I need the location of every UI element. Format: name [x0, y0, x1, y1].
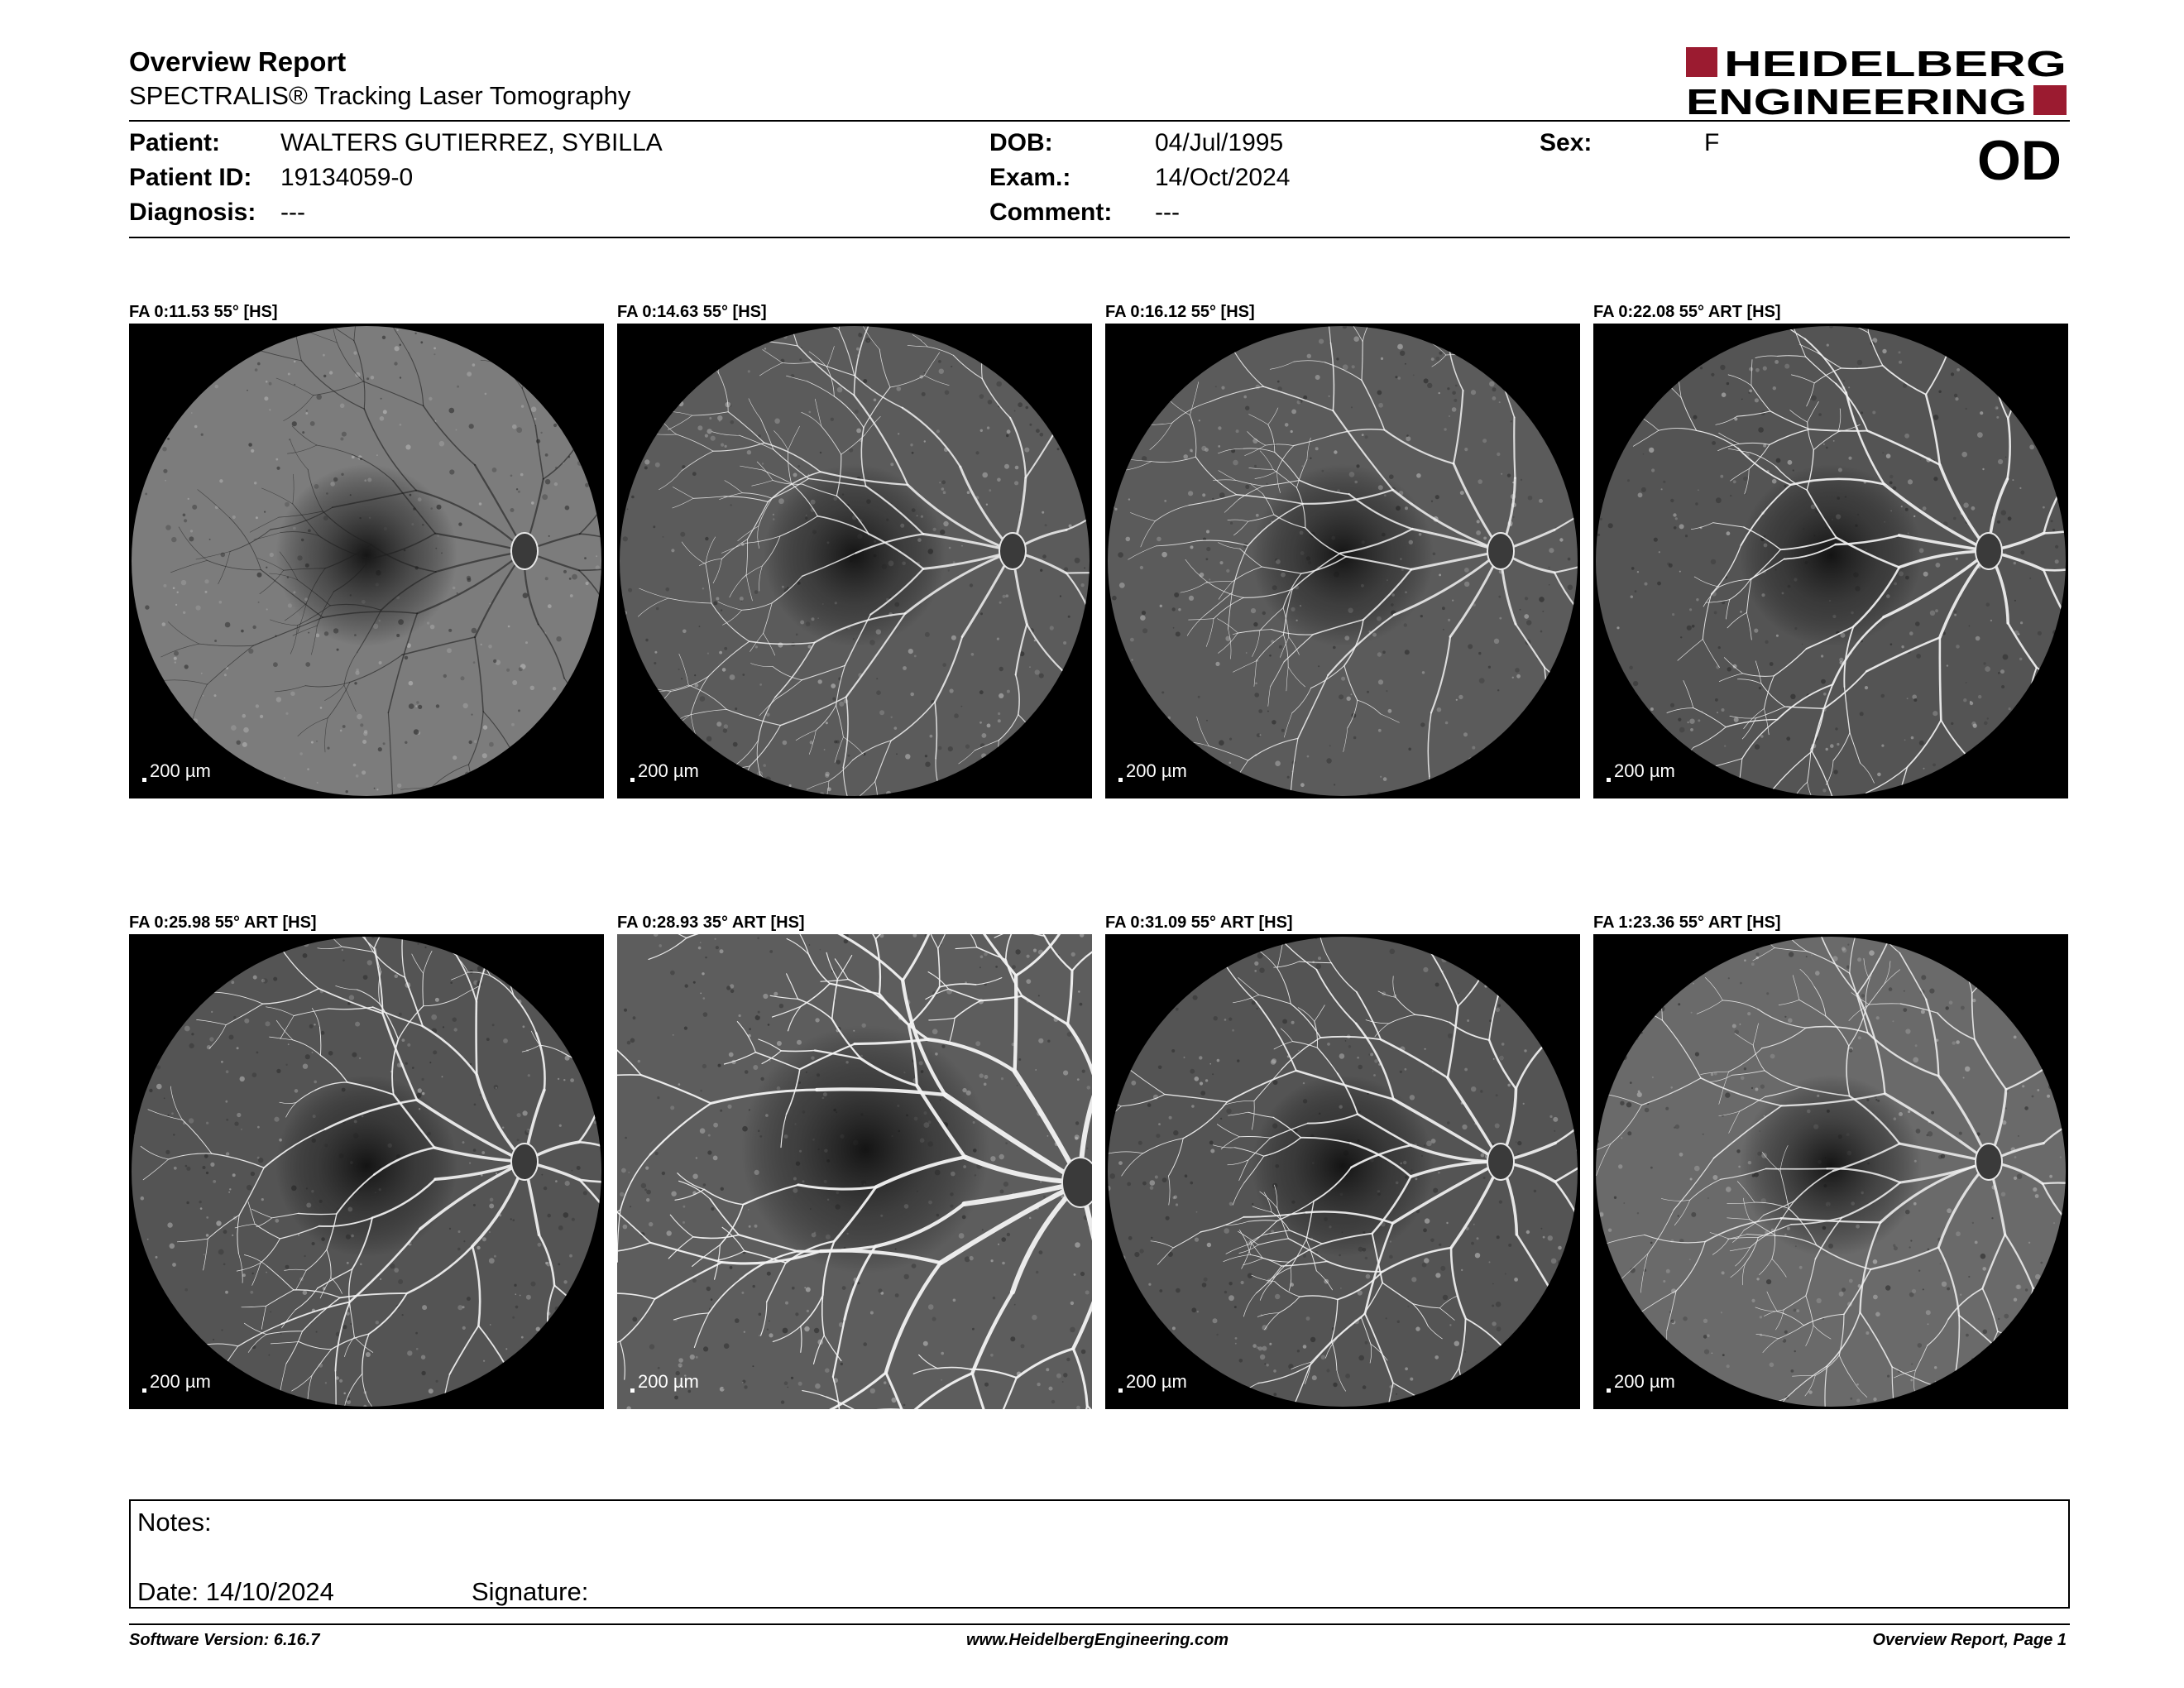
comment-value: ---: [1155, 199, 1180, 226]
image-caption: FA 0:31.09 55° ART [HS]: [1105, 914, 1293, 932]
angiogram-image[interactable]: [1593, 324, 2068, 798]
fundus-illustration: [617, 324, 1092, 798]
diagnosis-label: Diagnosis:: [129, 199, 256, 226]
patient-label: Patient:: [129, 129, 221, 156]
fundus-illustration: [1593, 324, 2068, 798]
notes-box[interactable]: [129, 1499, 2070, 1609]
scale-bar: [1118, 760, 1187, 782]
eye-laterality: OD: [1977, 129, 2062, 192]
scale-bar: [142, 1371, 211, 1393]
report-title: Overview Report: [129, 46, 347, 77]
image-caption: FA 0:22.08 55° ART [HS]: [1593, 303, 1781, 321]
scale-bar-label: 200 µm: [1614, 760, 1675, 781]
fundus-illustration: [617, 934, 1092, 1409]
fundus-illustration: [1593, 934, 2068, 1409]
report-subtitle: SPECTRALIS® Tracking Laser Tomography: [129, 81, 631, 110]
patient-name: WALTERS GUTIERREZ, SYBILLA: [280, 129, 663, 156]
page-indicator: Overview Report, Page 1: [1872, 1631, 2067, 1649]
scale-bar-label: 200 µm: [638, 1371, 699, 1392]
patient-id-label: Patient ID:: [129, 164, 252, 191]
fundus-illustration: [129, 324, 604, 798]
image-caption: FA 0:16.12 55° [HS]: [1105, 303, 1255, 321]
image-caption: FA 1:23.36 55° ART [HS]: [1593, 914, 1781, 932]
image-caption: FA 0:25.98 55° ART [HS]: [129, 914, 317, 932]
patient-id: 19134059-0: [280, 164, 414, 191]
scale-bar: [1118, 1371, 1187, 1393]
scale-bar-marker: [1118, 778, 1123, 782]
image-caption: FA 0:14.63 55° [HS]: [617, 303, 767, 321]
fundus-illustration: [129, 934, 604, 1409]
exam-value: 14/Oct/2024: [1155, 164, 1291, 191]
scale-bar-marker: [142, 1388, 146, 1393]
signature-label: Signature:: [472, 1577, 589, 1606]
scale-bar-marker: [1607, 778, 1611, 782]
sex-value: F: [1704, 129, 1720, 156]
scale-bar: [1607, 760, 1675, 782]
fundus-illustration: [1105, 934, 1580, 1409]
angiogram-image[interactable]: [1105, 934, 1580, 1409]
diagnosis-value: ---: [280, 199, 305, 226]
website-link[interactable]: www.HeidelbergEngineering.com: [966, 1631, 1229, 1649]
exam-label: Exam.:: [989, 164, 1071, 191]
fundus-illustration: [1105, 324, 1580, 798]
scale-bar: [630, 760, 699, 782]
notes-label: Notes:: [137, 1508, 212, 1537]
scale-bar-marker: [630, 778, 635, 782]
dob-label: DOB:: [989, 129, 1053, 156]
dob-value: 04/Jul/1995: [1155, 129, 1284, 156]
angiogram-image[interactable]: [129, 934, 604, 1409]
sex-label: Sex:: [1540, 129, 1592, 156]
scale-bar-marker: [630, 1388, 635, 1393]
scale-bar-label: 200 µm: [1126, 760, 1187, 781]
comment-label: Comment:: [989, 199, 1113, 226]
scale-bar-label: 200 µm: [150, 1371, 211, 1392]
image-caption: FA 0:28.93 35° ART [HS]: [617, 914, 805, 932]
scale-bar-marker: [1118, 1388, 1123, 1393]
scale-bar: [1607, 1371, 1675, 1393]
image-caption: FA 0:11.53 55° [HS]: [129, 303, 278, 321]
scale-bar-label: 200 µm: [1126, 1371, 1187, 1392]
patient-divider: [129, 237, 2070, 238]
footer-divider: [129, 1623, 2070, 1625]
angiogram-image[interactable]: [617, 934, 1092, 1409]
logo-line-2: ENGINEERING: [1686, 82, 2027, 117]
scale-bar-label: 200 µm: [638, 760, 699, 781]
scale-bar: [630, 1371, 699, 1393]
heidelberg-logo: [1686, 45, 2067, 117]
angiogram-image[interactable]: [1105, 324, 1580, 798]
angiogram-image[interactable]: [1593, 934, 2068, 1409]
scale-bar-label: 200 µm: [150, 760, 211, 781]
angiogram-image[interactable]: [617, 324, 1092, 798]
scale-bar: [142, 760, 211, 782]
logo-line-1: HEIDELBERG: [1724, 45, 2067, 84]
software-version: Software Version: 6.16.7: [129, 1631, 320, 1649]
scale-bar-marker: [1607, 1388, 1611, 1393]
angiogram-image[interactable]: [129, 324, 604, 798]
header-divider: [129, 120, 2070, 122]
scale-bar-marker: [142, 778, 146, 782]
scale-bar-label: 200 µm: [1614, 1371, 1675, 1392]
date-label: Date: 14/10/2024: [137, 1577, 334, 1606]
